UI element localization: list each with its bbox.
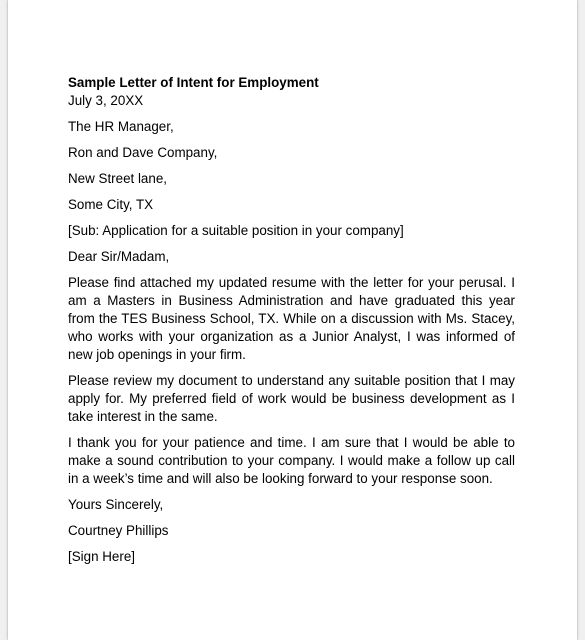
document-page <box>8 0 577 640</box>
company-line: Ron and Dave Company, <box>68 145 218 160</box>
city-line: Some City, TX <box>68 197 154 212</box>
salutation: Dear Sir/Madam, <box>68 249 170 264</box>
street-line: New Street lane, <box>68 171 167 186</box>
signature-placeholder: [Sign Here] <box>68 549 135 564</box>
sender-name: Courtney Phillips <box>68 523 169 538</box>
letter-body <box>68 74 515 566</box>
subject-line: [Sub: Application for a suitable position in your company] <box>68 223 404 238</box>
closing: Yours Sincerely, <box>68 497 164 512</box>
paragraph-3: I thank you for your patience and time. I am sure that I would be able to make a sound contribution to your company. I would make a follow up call in a week’s time and will also be looking forward to your response soon. <box>68 435 515 486</box>
letter-title: Sample Letter of Intent for Employment <box>68 75 319 90</box>
paragraph-2: Please review my document to understand any suitable position that I may apply for. My preferred field of work would be business development as I take interest in the same. <box>68 373 515 424</box>
paragraph-1: Please find attached my updated resume with the letter for your perusal. I am a Masters in Business Administration and have graduated this year from the TES Business School, TX. While on a discussion with Ms. Stacey, who works with your organization as a Junior Analyst, I was informed of new job openings in your firm. <box>68 275 515 362</box>
letter-date: July 3, 20XX <box>68 93 144 108</box>
recipient-line: The HR Manager, <box>68 119 174 134</box>
